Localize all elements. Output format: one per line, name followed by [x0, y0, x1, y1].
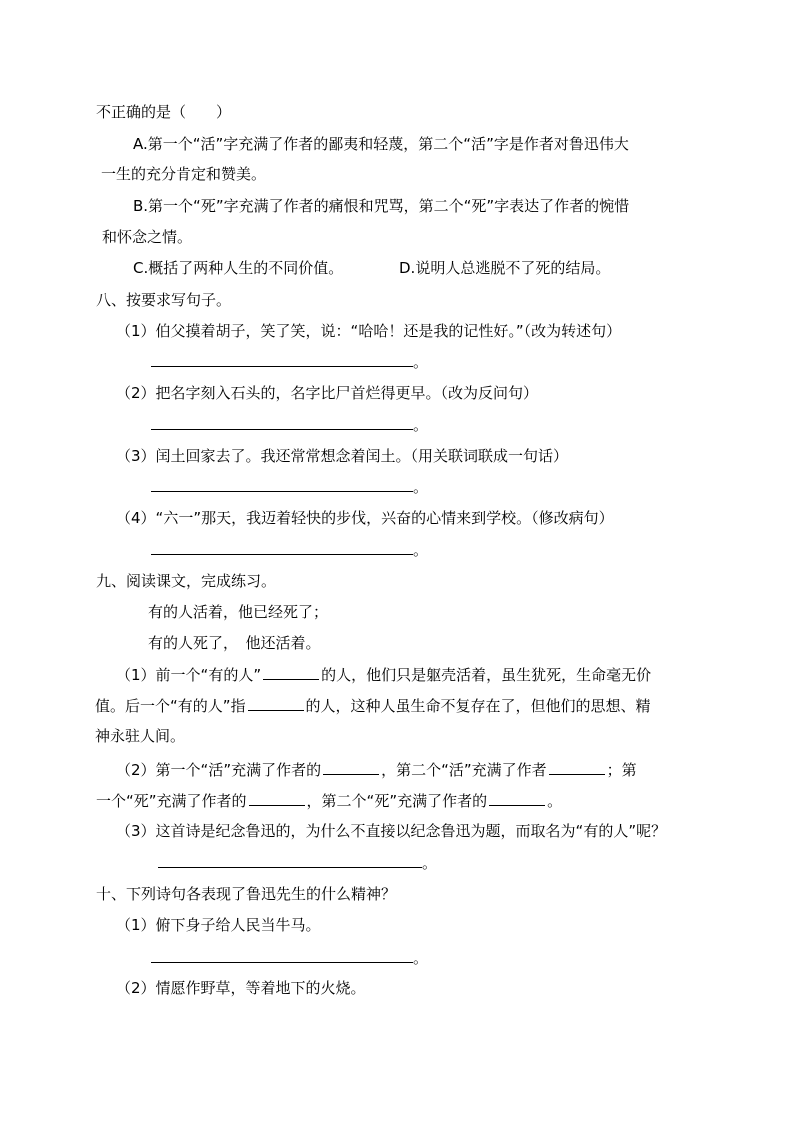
q10-item-2: （2）情愿作野草，等着地下的火烧。	[116, 979, 366, 997]
q10-answer-row-1	[151, 946, 428, 969]
q9-sub2-line2: 一个“死”充满了作者的 ，第二个“死”充满了作者的 。	[96, 789, 562, 812]
q9-sub2-line1: （2）第一个“活”充满了作者的 ，第二个“活”充满了作者 ；第	[116, 758, 637, 781]
period: 。	[413, 949, 429, 967]
q8-item-2: （2）把名字刻入石头的，名字比尸首烂得更早。（改为反问句）	[116, 384, 539, 402]
q10-item-1: （1）俯下身子给人民当牛马。	[116, 916, 321, 934]
answer-blank-9-1a[interactable]	[263, 663, 319, 680]
period: 。	[422, 854, 438, 872]
q8-answer-row-1	[151, 350, 428, 373]
q8-item-1: （1）伯父摸着胡子，笑了笑，说：“哈哈！还是我的记性好。”（改为转述句）	[116, 322, 622, 340]
period: 。	[413, 541, 429, 559]
q8-answer-row-3	[151, 475, 428, 498]
q8-item-3: （3）闰土回家去了。我还常常想念着闰土。（用关联词联成一句话）	[116, 447, 569, 465]
q9-sub1-line1: （1）前一个“有的人” 的人，他们只是躯壳活着，虽生犹死，生命毫无价	[116, 663, 651, 686]
answer-blank-8-2[interactable]	[151, 413, 413, 430]
q7-option-c: C.概括了两种人生的不同价值。	[133, 259, 344, 277]
poem-line-1: 有的人活着，他已经死了；	[148, 603, 329, 621]
answer-blank-9-3[interactable]	[158, 851, 422, 868]
q8-title: 八、按要求写句子。	[96, 291, 232, 309]
answer-blank-9-2d[interactable]	[489, 789, 545, 806]
q9-sub1-line2: 值。后一个“有的人”指 的人，这种人虽生命不复存在了，但他们的思想、精	[95, 694, 651, 717]
answer-blank-8-1[interactable]	[151, 350, 413, 367]
q9-answer-row-3	[158, 851, 437, 874]
answer-blank-9-2c[interactable]	[249, 789, 305, 806]
poem-line-2: 有的人死了， 他还活着。	[148, 634, 321, 652]
period: 。	[413, 416, 429, 434]
q7-option-a-line2: 一生的充分肯定和赞美。	[101, 165, 267, 183]
answer-blank-10-1[interactable]	[151, 946, 413, 963]
q7-option-a-line1: A.第一个“活”字充满了作者的鄙夷和轻蔑，第二个“活”字是作者对鲁迅伟大	[133, 135, 629, 153]
q8-answer-row-2	[151, 413, 428, 436]
answer-blank-8-3[interactable]	[151, 475, 413, 492]
q7-option-d: D.说明人总逃脱不了死的结局。	[399, 259, 611, 277]
q8-item-4: （4）“六一”那天，我迈着轻快的步伐，兴奋的心情来到学校。（修改病句）	[116, 509, 614, 527]
period: 。	[413, 353, 429, 371]
answer-blank-9-2b[interactable]	[549, 758, 605, 775]
period: 。	[413, 478, 429, 496]
q10-title: 十、下列诗句各表现了鲁迅先生的什么精神？	[96, 885, 397, 903]
q9-sub3: （3）这首诗是纪念鲁迅的，为什么不直接以纪念鲁迅为题，而取名为“有的人”呢？	[116, 822, 667, 840]
q7-stem-end: 不正确的是（ ）	[96, 103, 232, 121]
q7-option-b-line2: 和怀念之情。	[102, 228, 193, 246]
answer-blank-9-1b[interactable]	[248, 694, 304, 711]
answer-blank-8-4[interactable]	[151, 538, 413, 555]
q9-title: 九、阅读课文，完成练习。	[96, 572, 277, 590]
answer-blank-9-2a[interactable]	[323, 758, 379, 775]
q8-answer-row-4	[151, 538, 428, 561]
q7-option-b-line1: B.第一个“死”字充满了作者的痛恨和咒骂，第二个“死”字表达了作者的惋惜	[133, 197, 630, 215]
q9-sub1-line3: 神永驻人间。	[95, 727, 186, 745]
